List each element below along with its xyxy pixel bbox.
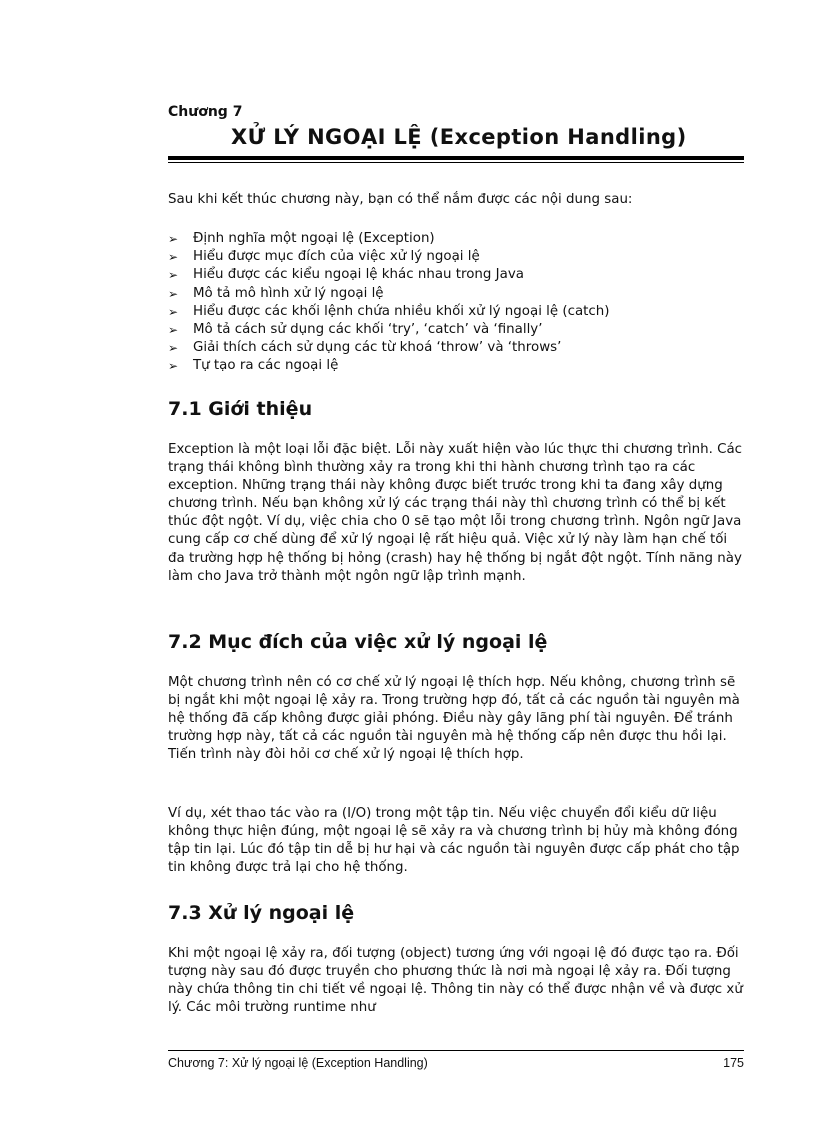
list-item xyxy=(168,321,748,339)
list-item xyxy=(168,303,748,321)
list-item xyxy=(168,230,748,248)
intro-text: Sau khi kết thúc chương này, bạn có thể nắm được các nội dung sau: xyxy=(168,192,633,207)
list-item-text: Hiểu được các kiểu ngoại lệ khác nhau trong Java xyxy=(193,267,524,283)
arrowhead-bullet-icon: ➢ xyxy=(168,268,179,283)
list-item xyxy=(168,357,748,375)
list-item-text: Hiểu được mục đích của việc xử lý ngoại lệ xyxy=(193,249,480,265)
list-item-text: Giải thích cách sử dụng các từ khoá ‘throw’ và ‘throws’ xyxy=(193,340,562,356)
footer-chapter-ref: Chương 7: Xử lý ngoại lệ (Exception Handling) xyxy=(168,1056,428,1070)
objectives-list xyxy=(168,230,748,376)
arrowhead-bullet-icon: ➢ xyxy=(168,323,179,338)
arrowhead-bullet-icon: ➢ xyxy=(168,286,179,301)
chapter-label: Chương 7 xyxy=(168,104,243,120)
page-number: 175 xyxy=(723,1056,744,1070)
arrowhead-bullet-icon: ➢ xyxy=(168,304,179,319)
arrowhead-bullet-icon: ➢ xyxy=(168,232,179,246)
section-7-2-paragraph-2: Ví dụ, xét thao tác vào ra (I/O) trong một tập tin. Nếu việc chuyển đổi kiểu dữ liệu không thực hiện đúng, một ngoại lệ sẽ xảy ra và chương trình bị hủy mà không đóng tập tin lại. Lúc đó tập tin dễ bị hư hại và các nguồn tài nguyên được cấp phát cho tập tin không được trả lại cho hệ thống. xyxy=(168,806,740,876)
title-rule xyxy=(168,156,744,160)
arrowhead-bullet-icon: ➢ xyxy=(168,359,179,374)
list-item xyxy=(168,248,748,266)
list-item xyxy=(168,339,748,357)
arrowhead-bullet-icon: ➢ xyxy=(168,341,179,356)
section-heading-7-2: 7.2 Mục đích của việc xử lý ngoại lệ xyxy=(168,631,548,653)
section-7-2-paragraph-1: Một chương trình nên có cơ chế xử lý ngoại lệ thích hợp. Nếu không, chương trình sẽ bị ngắt khi một ngoại lệ xảy ra. Trong trường hợp đó, tất cả các nguồn tài nguyên mà hệ thống đã cấp không được giải phóng. Điều này gây lãng phí tài nguyên. Để tránh trường hợp này, tất cả các nguồn tài nguyên mà hệ thống cấp nên được thu hồi lại. Tiến trình này đòi hỏi cơ chế xử lý ngoại lệ thích hợp. xyxy=(168,675,740,763)
arrowhead-bullet-icon: ➢ xyxy=(168,250,179,265)
section-7-1-paragraph: Exception là một loại lỗi đặc biệt. Lỗi này xuất hiện vào lúc thực thi chương trình. Các trạng thái không bình thường xảy ra trong khi thi hành chương trình tạo ra các exception. Những trạng thái này không được biết trước trong khi ta đang xây dựng chương trình. Nếu bạn không xử lý các trạng thái này thì chương trình có thể bị kết thúc đột ngột. Ví dụ, việc chia cho 0 sẽ tạo một lỗi trong chương trình. Ngôn ngữ Java cung cấp cơ chế dùng để xử lý ngoại lệ rất hiệu quả. Việc xử lý này làm hạn chế tối đa trường hợp hệ thống bị hỏng (crash) hay hệ thống bị ngắt đột ngột. Tính năng này làm cho Java trở thành một ngôn ngữ lập trình mạnh. xyxy=(168,442,743,584)
list-item-text: Định nghĩa một ngoại lệ (Exception) xyxy=(193,231,435,246)
section-7-3-paragraph: Khi một ngoại lệ xảy ra, đối tượng (object) tương ứng với ngoại lệ đó được tạo ra. Đối tượng này sau đó được truyền cho phương thức là nơi mà ngoại lệ xảy ra. Đối tượng này chứa thông tin chi tiết về ngoại lệ. Thông tin này có thể được nhận về và được xử lý. Các môi trường runtime như xyxy=(168,946,743,1016)
list-item-text: Mô tả mô hình xử lý ngoại lệ xyxy=(193,285,384,301)
list-item-text: Mô tả cách sử dụng các khối ‘try’, ‘catch’ và ‘finally’ xyxy=(193,322,543,338)
section-heading-7-1: 7.1 Giới thiệu xyxy=(168,398,313,420)
list-item xyxy=(168,266,748,284)
chapter-title: XỬ LÝ NGOẠI LỆ (Exception Handling) xyxy=(231,125,687,149)
list-item-text: Tự tạo ra các ngoại lệ xyxy=(193,358,339,374)
list-item-text: Hiểu được các khối lệnh chứa nhiều khối xử lý ngoại lệ (catch) xyxy=(193,303,610,319)
title-rule-thin xyxy=(168,162,744,163)
footer-rule xyxy=(168,1050,744,1051)
list-item xyxy=(168,285,748,303)
section-heading-7-3: 7.3 Xử lý ngoại lệ xyxy=(168,902,355,924)
